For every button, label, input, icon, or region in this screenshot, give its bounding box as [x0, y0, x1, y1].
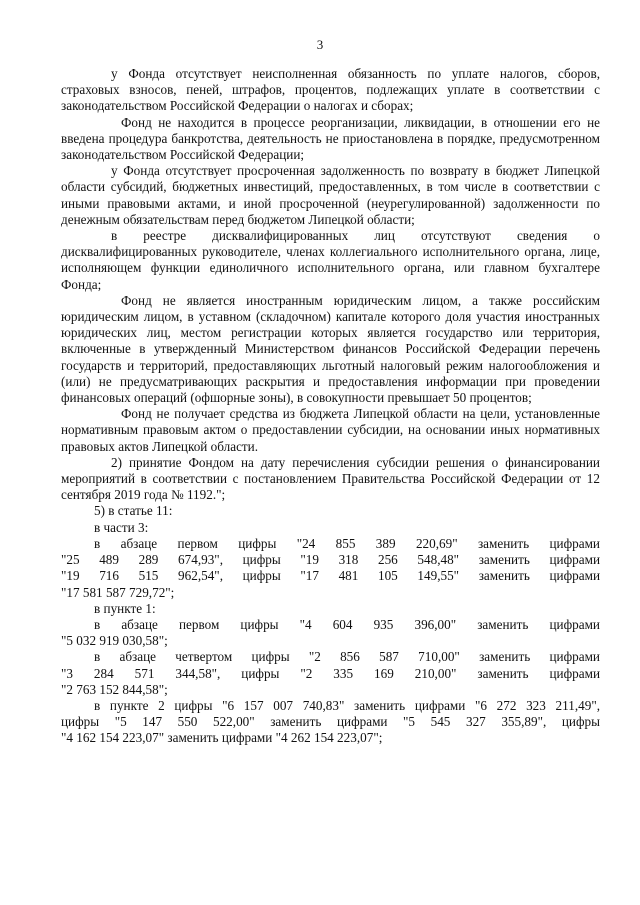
- amendment-line: в абзаце четвертом цифры "2 856 587 710,00" заменить цифрами: [94, 649, 600, 665]
- item-article-11: 5) в статье 11:: [94, 503, 173, 519]
- amendment-first-abzac: [61, 536, 600, 601]
- amendment-line: в абзаце первом цифры "4 604 935 396,00" заменить цифрами: [94, 616, 600, 632]
- amendment-line: в пункте 2 цифры "6 157 007 740,83" заменить цифрами "6 272 323 211,49",: [94, 697, 600, 713]
- amendment-point2: [61, 698, 600, 747]
- page-number: 3: [316, 37, 324, 52]
- amendment-point1-fourth: [61, 649, 600, 698]
- amendment-line: "25 489 289 674,93", цифры "19 318 256 548,48" заменить цифрами: [61, 552, 600, 568]
- amendment-line: "3 284 571 344,58", цифры "2 335 169 210,00" заменить цифрами: [61, 665, 600, 681]
- paragraph-no-tax-debt: у Фонда отсутствует неисполненная обязанность по уплате налогов, сборов, страховых взносов, пеней, штрафов, процентов, подлежащих уплате в соответствии с законодательством Российской Федерации о налогах и сборах;: [61, 66, 600, 114]
- paragraph-no-overdue-debt: у Фонда отсутствует просроченная задолженность по возврату в бюджет Липецкой области субсидий, бюджетных инвестиций, предоставленных, в том числе в соответствии с иными правовыми актами, и иной просроченной (неурегулированной) задолженности по денежным обязательствам перед бюджетом Липецкой области;: [61, 163, 600, 227]
- amendment-line: "5 032 919 030,58";: [61, 633, 168, 649]
- paragraph-disqualified-registry: в реестре дисквалифицированных лиц отсутствуют сведения о дисквалифицированных руководителе, членах коллегиального исполнительного органа, лице, исполняющем функции единоличного исполнительного органа, или главном бухгалтере Фонда;: [61, 228, 600, 292]
- paragraph-not-foreign-entity: Фонд не является иностранным юридическим лицом, а также российским юридическим лицом, в уставном (складочном) капитале которого доля участия иностранных юридических лиц, местом регистрации которых является государство или территория, включенные в утвержденный Министерством финансов Российской Федерации перечень государств и территорий, предоставляющих льготный налоговый режим налогообложения и (или) не предусматривающих раскрытия и предоставления информации при проведении финансовых операций (офшорные зоны), в совокупности превышает 50 процентов;: [61, 292, 600, 406]
- amendment-line: цифры "5 147 550 522,00" заменить цифрами "5 545 327 355,89", цифры: [61, 714, 600, 730]
- amendment-line: "2 763 152 844,58";: [61, 681, 168, 697]
- item-point-1: в пункте 1:: [94, 600, 156, 616]
- paragraph-no-reorganization: Фонд не находится в процессе реорганизации, ликвидации, в отношении его не введена процедура банкротства, деятельность не приостановлена в порядке, предусмотренном законодательством Российской Федерации;: [61, 114, 600, 163]
- amendment-point1-first: [61, 617, 600, 649]
- amendment-line: "19 716 515 962,54", цифры "17 481 105 149,55" заменить цифрами: [61, 568, 600, 584]
- amendment-line: "4 162 154 223,07" заменить цифрами "4 262 154 223,07";: [61, 730, 383, 746]
- document-body: [61, 66, 600, 747]
- paragraph-no-other-funds: Фонд не получает средства из бюджета Липецкой области на цели, установленные нормативным правовым актом о предоставлении субсидии, на основании иных нормативных правовых актов Липецкой области.: [61, 406, 600, 454]
- amendment-line: "17 581 587 729,72";: [61, 584, 175, 600]
- amendment-line: в абзаце первом цифры "24 855 389 220,69" заменить цифрами: [94, 535, 600, 551]
- paragraph-financing-decision: 2) принятие Фондом на дату перечисления субсидии решения о финансировании мероприятий в соответствии с постановлением Правительства Российской Федерации от 12 сентября 2019 года № 1192.";: [61, 454, 600, 503]
- item-part-3: в части 3:: [94, 519, 149, 535]
